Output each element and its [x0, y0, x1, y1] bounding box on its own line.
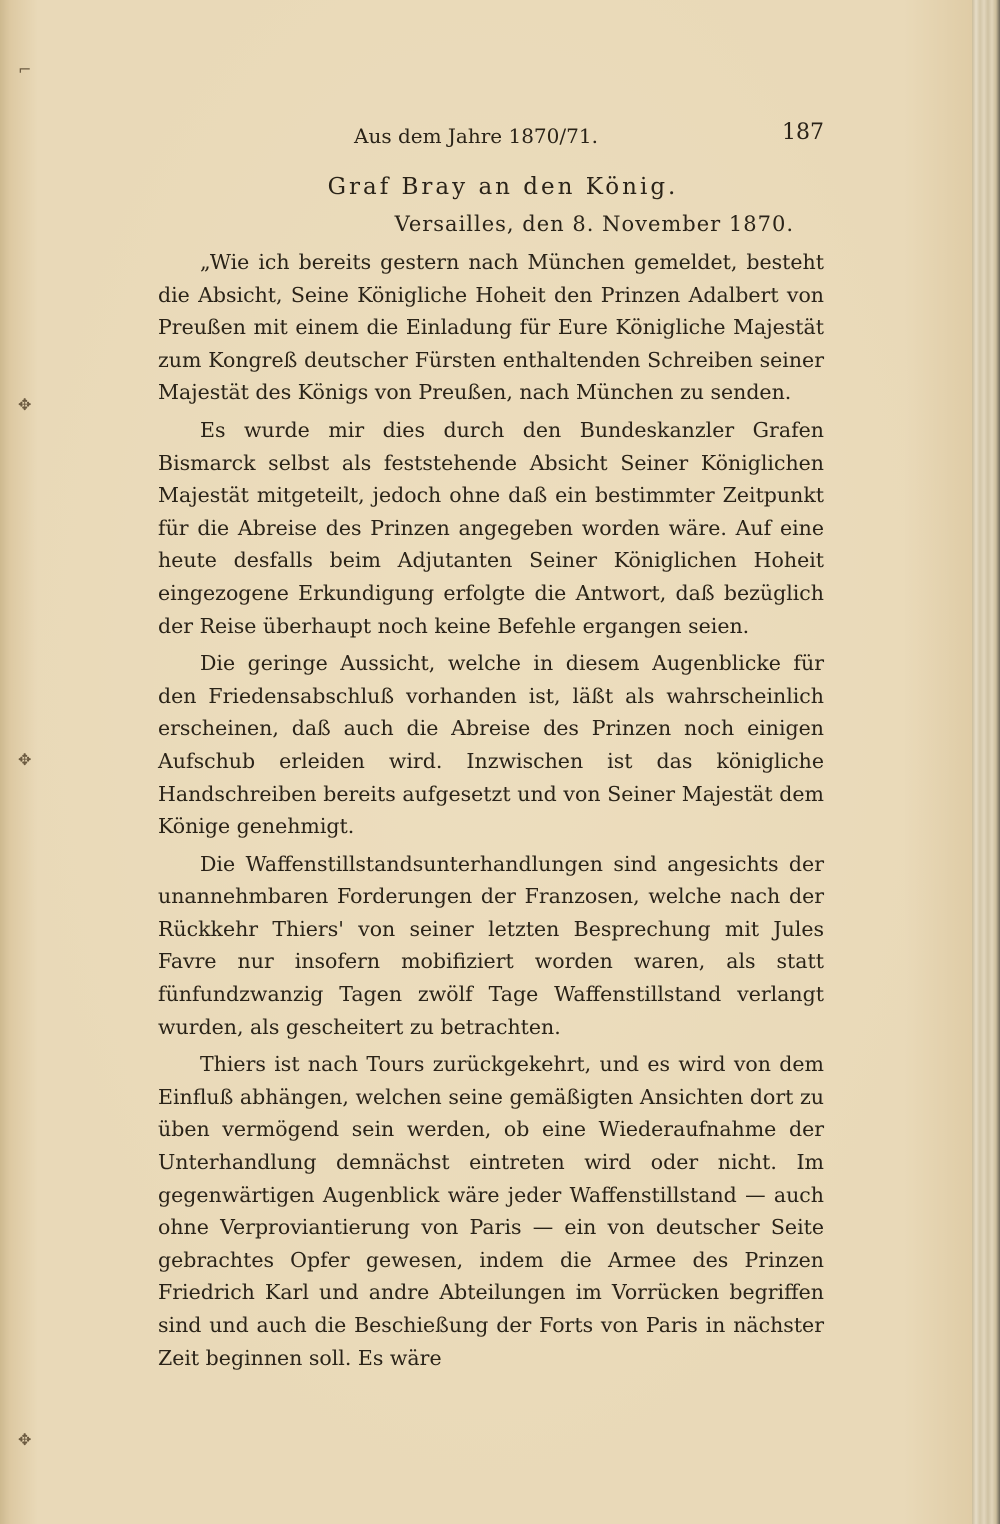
- margin-mark: ✥: [18, 750, 32, 769]
- running-head: [158, 118, 824, 158]
- paragraph: Die Waffenstillstandsunterhandlungen sind angesichts der unannehmbaren Forderungen der Franzosen, welche nach der Rückkehr Thiers' von seiner letzten Besprechung mit Jules Favre nur insofern mobifiziert worden waren, als statt fünfundzwanzig Tagen zwölf Tage Waffenstillstand verlangt wurden, als gescheitert zu betrachten.: [158, 851, 824, 1039]
- letter-title: Graf Bray an den König.: [327, 174, 679, 200]
- text-block: [158, 118, 824, 1374]
- margin-mark: ⌐: [18, 60, 32, 79]
- page-edge: [972, 0, 1000, 1524]
- page-number: 187: [782, 120, 824, 145]
- paragraph: Es wurde mir dies durch den Bundeskanzler Grafen Bismarck selbst als feststehende Absicht Seiner Königlichen Majestät mitgeteilt, jedoch ohne daß ein bestimmter Zeitpunkt für die Abreise des Prinzen angegeben worden wäre. Auf eine heute desfalls beim Adjutanten Seiner Königlichen Hoheit eingezogene Erkundigung erfolgte die Antwort, daß bezüglich der Reise überhaupt noch keine Befehle ergangen seien.: [158, 417, 824, 638]
- paragraph: Die geringe Aussicht, welche in diesem Augenblicke für den Friedensabschluß vorhanden ist, läßt als wahrscheinlich erscheinen, daß auch die Abreise des Prinzen noch einigen Aufschub erleiden wird. Inzwischen ist das königliche Handschreiben bereits aufgesetzt und von Seiner Majestät dem Könige genehmigt.: [158, 651, 824, 839]
- margin-mark: ✥: [18, 395, 32, 414]
- dateline: Versailles, den 8. November 1870.: [394, 212, 794, 236]
- paragraph: „Wie ich bereits gestern nach München gemeldet, besteht die Absicht, Seine Königliche Hoheit den Prinzen Adalbert von Preußen mit einem die Einladung für Eure Königliche Majestät zum Kongreß deutscher Fürsten enthaltenden Schreiben seiner Majestät des Königs von Preußen, nach München zu senden.: [158, 250, 824, 405]
- paragraph: Thiers ist nach Tours zurückgekehrt, und es wird von dem Einfluß abhängen, welchen seine gemäßigten Ansichten dort zu üben vermögend sein werden, ob eine Wiederaufnahme der Unterhandlung demnächst eintreten wird oder nicht. Im gegenwärtigen Augenblick wäre jeder Waffenstillstand — auch ohne Verproviantierung von Paris — ein von deutscher Seite gebrachtes Opfer gewesen, indem die Armee des Prinzen Friedrich Karl und andre Abteilungen im Vorrücken begriffen sind und auch die Beschießung der Forts von Paris in nächster Zeit beginnen soll. Es wäre: [158, 1052, 824, 1370]
- running-head-title: Aus dem Jahre 1870/71.: [354, 124, 598, 148]
- margin-mark: ✥: [18, 1430, 32, 1449]
